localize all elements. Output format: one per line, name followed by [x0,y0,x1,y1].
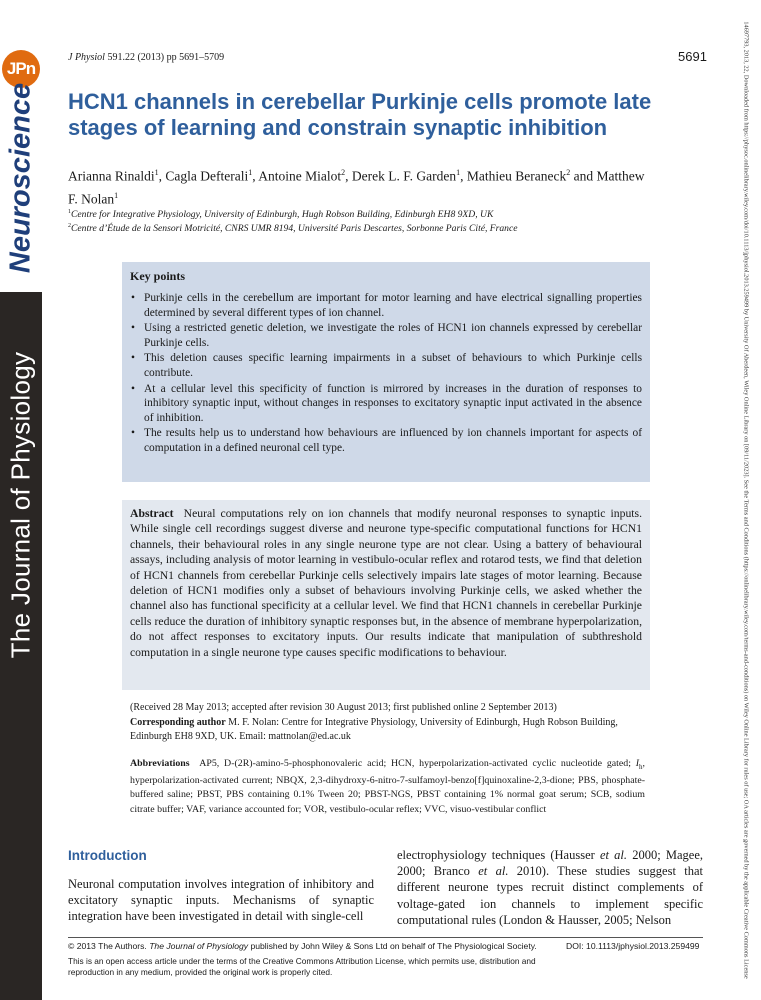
body-column-right [397,847,703,928]
abbreviations [130,757,645,817]
author-affiliation: 2 [341,168,346,177]
copyright-text: © 2013 The Authors. [68,941,150,951]
key-points-title: Key points [130,269,186,283]
key-point-item: • Using a restricted genetic deletion, we investigate the roles of HCN1 ion channels expressed by cerebellar Purkinje cells. [130,321,642,350]
author-separator: , [252,168,259,184]
ih-symbol: I [635,758,640,769]
author-name: Derek L. F. Garden [351,168,457,184]
key-point-item: • Purkinje cells in the cerebellum are important for motor learning and have electrical signalling properties determined by several different types of ion channel. [130,291,642,320]
download-notice: 14697793, 2013, 22, Downloaded from https://physoc.onlinelibrary.wiley.com/doi/10.1113/jphysiol.2013.259499 by University Of Aberdeen, Wiley Online Library on [09/11/2023]. See the Terms and Conditions (https://onlinelibrary.wiley.com/terms-and-conditions) on Wiley Online Library for rules of use; OA articles are governed by the applicable Creative Commons License [742,21,750,979]
author-separator: , [460,168,467,184]
author-name: Antoine Mialot [258,168,342,184]
open-access-notice: This is an open access article under the terms of the Creative Commons Attribution License, which permits use, distribution and reproduction in any medium, provided the original work is properly cited. [68,956,536,977]
page-number: 5691 [678,49,707,64]
footer-rule [68,937,703,938]
body-text: 2000; Magee, 2000; Branco [397,848,703,879]
corresponding-author [130,716,645,745]
abbreviations-text-2: , hyperpolarization-activated current; NBQX, 2,3-dihydroxy-6-nitro-7-sulfamoyl-benzo[f]quinoxaline-2,3-dione; PBS, phosphate-buffered saline; PBST, PBS containing 0.1% Tween 20; PBST-NGS, PBST containing 1% normal goat serum; SCB, sodium citrate buffer; VAF, variance accounted for; VOR, vestibulo-ocular reflex; VVC, visuo-vestibular conflict [130,758,646,815]
key-points-box [122,262,650,482]
key-point-item: • The results help us to understand how behaviours are influenced by ion channels important for aspects of computation in a defined neuronal cell type. [130,426,642,455]
et-al: et al. [599,848,628,862]
author-affiliation: 1 [456,168,461,177]
abbreviations-label: Abbreviations [130,758,190,769]
affiliation-text: Centre for Integrative Physiology, University of Edinburgh, Hugh Robson Building, Edinburgh EH8 9XD, UK [71,209,494,221]
introduction-heading: Introduction [68,848,147,863]
affiliation-text: Centre d’Étude de la Sensori Motricité, CNRS UMR 8194, Université Paris Descartes, Sorbonne Paris Cité, France [71,223,518,235]
author-name: Mathieu Beraneck [466,168,567,184]
author-affiliation: 1 [154,168,159,177]
running-head [68,52,224,63]
body-text: electrophysiology techniques (Hausser [397,848,600,862]
abstract-label: Abstract [130,507,174,520]
journal-abbrev: J Physiol [68,52,105,63]
copyright-journal: The Journal of Physiology [149,941,249,951]
abstract-text: Neural computations rely on ion channels that modify neuronal responses to synaptic inputs. While single cell recordings suggest diverse and neurone type-specific computational functions for HCN1 channels, their behavioural roles in any single neurone type are not clear. Using a battery of behavioural assays, including analysis of motor learning in vestibulo-ocular reflex and rotarod tests, we find that deletion of HCN1 channels from cerebellar Purkinje cells selectively impairs late stages of motor learning. Because deletion of HCN1 modifies only a subset of behaviours involving Purkinje cells, we asked whether the channel also has functional specificity at a cellular level. We find that HCN1 channels in cerebellar Purkinje cells reduce the duration of inhibitory synaptic responses but, in the absence of membrane hyperpolarization, do not affect responses to excitatory inputs. Our results indicate that manipulation of subthreshold computation in a single neurone type causes specific modifications to behaviour. [130,507,643,659]
affiliation-1 [68,209,493,220]
affiliation-number: 1 [68,209,71,215]
corresponding-label: Corresponding author [130,716,226,728]
body-text: 2010). These studies suggest that different neurone types recruit distinct complements of voltage-gated ion channels to implement specific computational rules (London & Hausser, 2005; Nelson [397,864,703,927]
key-point-item: • At a cellular level this specificity of function is mirrored by increases in the duration of responses to inhibitory synaptic input, without changes in responses to excitatory synaptic input activated in the absence of inhibition. [130,382,642,426]
author-separator: , [158,168,166,184]
body-column-left: Neuronal computation involves integration of inhibitory and excitatory synaptic inputs. Mechanisms of synaptic integration have been investigated in detail with single-cell [68,877,374,924]
journal-sidebar [0,0,42,1000]
ih-subscript: h [639,762,643,771]
author-name: Cagla Defterali [165,168,249,184]
section-label: Neuroscience [4,82,37,274]
article-history [130,701,645,745]
et-al: et al. [478,864,509,879]
affiliation-number: 2 [68,223,71,229]
jpn-logo: JPn [2,50,40,88]
received-dates: (Received 28 May 2013; accepted after revision 30 August 2013; first published online 2 September 2013) [130,702,557,713]
affiliation-2 [68,223,518,234]
author-affiliation: 1 [114,190,119,200]
author-name: Matthew F. Nolan [68,168,645,206]
abstract-box [122,500,650,690]
article-title: HCN1 channels in cerebellar Purkinje cells promote late stages of learning and constrain synaptic inhibition [68,89,652,140]
key-points-list [130,291,642,456]
citation: 591.22 (2013) pp 5691–5709 [104,52,225,63]
author-separator: and [570,168,597,184]
key-point-item: • This deletion causes specific learning impairments in a subset of behaviours to which Purkinje cells contribute. [130,351,642,380]
doi[interactable]: DOI: 10.1113/jphysiol.2013.259499 [566,941,700,951]
journal-name-vertical: The Journal of Physiology [5,351,36,659]
author-name: Arianna Rinaldi [68,168,155,184]
copyright-text: published by John Wiley & Sons Ltd on behalf of The Physiological Society. [248,941,537,951]
corresponding-text: M. F. Nolan: Centre for Integrative Physiology, University of Edinburgh, Hugh Robson Building, Edinburgh EH8 9XD, UK. Email: mattnolan@ed.ac.uk [130,716,618,742]
author-separator: , [345,168,352,184]
copyright-notice [68,941,537,951]
abbreviations-text-1: AP5, D-(2R)-amino-5-phosphonovaleric acid; HCN, hyperpolarization-activated cyclic nucleotide gated; [199,758,636,769]
author-affiliation: 2 [566,168,571,177]
author-list [68,163,648,208]
author-affiliation: 1 [248,168,253,177]
